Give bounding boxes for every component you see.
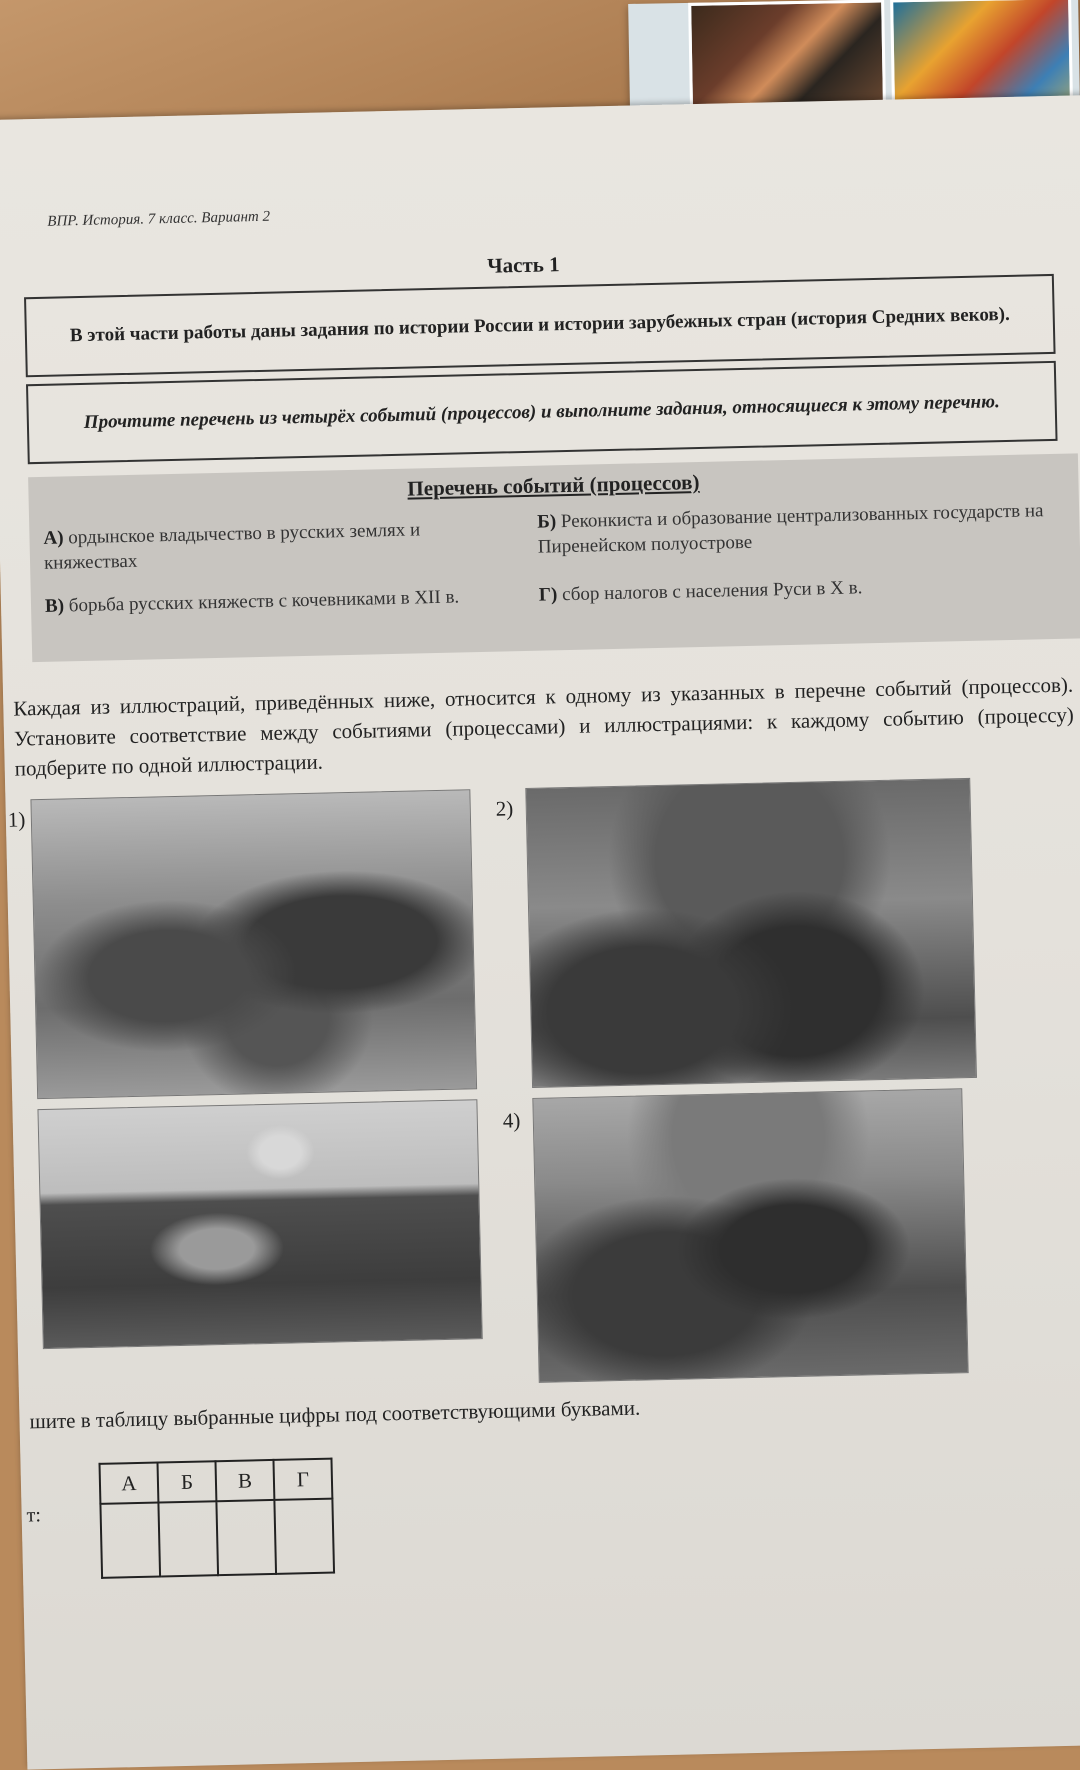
- event-letter: Б): [537, 511, 557, 533]
- answer-header-v: В: [215, 1460, 274, 1501]
- worksheet-page: [0, 95, 1080, 1770]
- answer-label: т:: [26, 1504, 42, 1527]
- instruction-box: Прочтите перечень из четырёх событий (процессов) и выполните задания, относящиеся к этому перечню.: [26, 361, 1058, 464]
- event-text: Реконкиста и образование централизованных государств на Пиренейском полуострове: [537, 500, 1044, 558]
- answer-cell-v[interactable]: [216, 1500, 276, 1575]
- answer-cell-g[interactable]: [274, 1499, 334, 1574]
- answer-header-a: А: [100, 1463, 159, 1504]
- part-title: Часть 1: [486, 252, 560, 278]
- event-text: ордынское владычество в русских землях и княжествах: [43, 519, 421, 574]
- illustration-2: [525, 778, 977, 1088]
- answer-cell-a[interactable]: [100, 1503, 160, 1578]
- illustration-number-4: 4): [502, 1108, 521, 1133]
- illustration-number-1: 1): [7, 807, 26, 832]
- page-header: ВПР. История. 7 класс. Вариант 2: [47, 208, 271, 230]
- events-title: Перечень событий (процессов): [407, 470, 700, 501]
- event-v: [45, 584, 515, 619]
- event-letter: Г): [538, 584, 558, 606]
- task-text: Каждая из иллюстраций, приведённых ниже, относится к одному из указанных в перечне событий (процессов). Установите соответствие между событиями (процессами) и иллюстрациями: к каждому событию (процессу) подберите по одной иллюстрации.: [13, 672, 1075, 781]
- answer-table: [98, 1458, 335, 1579]
- event-text: сбор налогов с населения Руси в X в.: [561, 577, 863, 606]
- intro-box: В этой части работы даны задания по истории России и истории зарубежных стран (история Средних веков).: [24, 274, 1056, 377]
- table-instruction: шите в таблицу выбранные цифры под соответствующими буквами.: [29, 1395, 641, 1434]
- event-letter: В): [44, 595, 65, 617]
- events-list: [28, 453, 1080, 662]
- event-a: [43, 516, 514, 576]
- illustration-4: [532, 1088, 968, 1383]
- event-g: [539, 572, 1069, 609]
- answer-header-g: Г: [273, 1459, 332, 1500]
- event-text: борьба русских княжеств с кочевниками в XII в.: [68, 586, 460, 617]
- answer-header-b: Б: [158, 1461, 217, 1502]
- event-b: [537, 499, 1068, 560]
- illustration-3: [37, 1099, 482, 1349]
- answer-cell-b[interactable]: [158, 1501, 218, 1576]
- illustration-number-2: 2): [495, 796, 514, 821]
- event-letter: А): [43, 527, 64, 549]
- illustration-1: [30, 789, 477, 1099]
